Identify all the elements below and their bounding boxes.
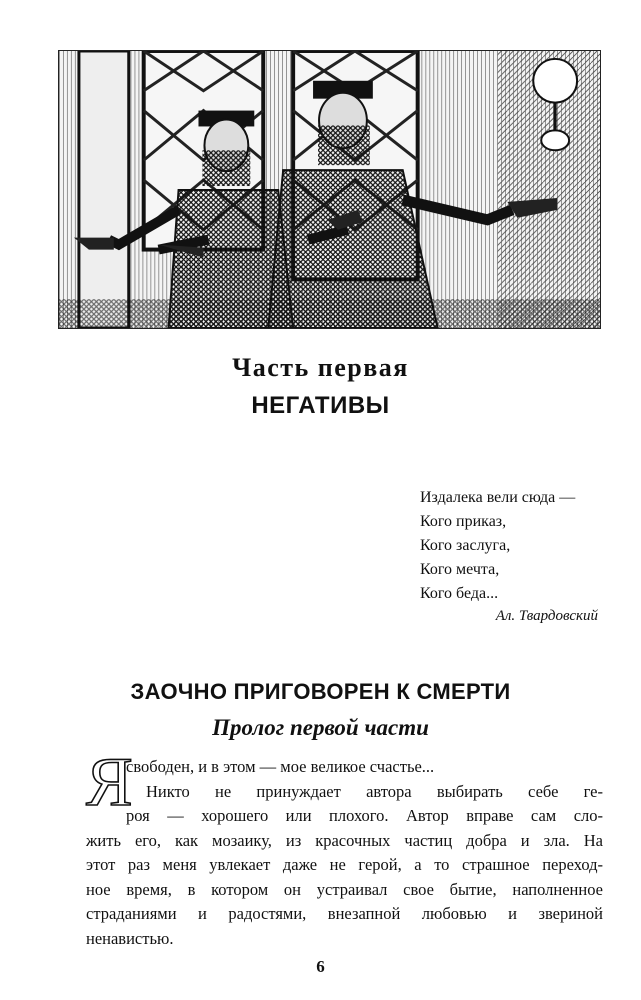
- chapter-subtitle: Пролог первой части: [212, 715, 429, 740]
- epigraph: [420, 486, 610, 628]
- body-line: Никто не принуждает автора выбирать себе ге-: [146, 781, 603, 801]
- epigraph-author: Ал. Твардовский: [495, 608, 598, 624]
- gunmen-engraving: [59, 51, 600, 328]
- body-line: ное время, в котором он устраивал свое бытие, наполненное: [86, 879, 603, 899]
- page-number: 6: [316, 957, 325, 976]
- epigraph-line: Кого приказ,: [420, 513, 507, 530]
- epigraph-line: Кого заслуга,: [420, 537, 511, 554]
- part-label: Часть первая: [232, 353, 409, 382]
- body-line: свободен, и в этом — мое великое счастье...: [126, 757, 435, 776]
- epigraph-line: Издалека вели сюда —: [420, 489, 576, 506]
- body-line: этот раз меня увлекает даже не герой, а то страшное переход-: [86, 855, 603, 874]
- chapter-illustration: [58, 50, 601, 329]
- part-title: НЕГАТИВЫ: [251, 392, 390, 419]
- body-text: [86, 755, 603, 951]
- body-line: роя — хорошего или плохого. Автор вправе сам сло-: [126, 806, 603, 825]
- chapter-title: ЗАОЧНО ПРИГОВОРЕН К СМЕРТИ: [130, 679, 511, 704]
- epigraph-line: Кого мечта,: [420, 561, 500, 578]
- epigraph-line: Кого беда...: [420, 585, 499, 602]
- body-line: жить его, как мозаику, из красочных частиц добра и зла. На: [86, 830, 603, 850]
- body-line: ненавистью.: [86, 928, 174, 948]
- body-line: страданиями и радостями, внезапной любовью и звериной: [86, 904, 603, 923]
- drop-cap-letter: Я: [86, 744, 133, 821]
